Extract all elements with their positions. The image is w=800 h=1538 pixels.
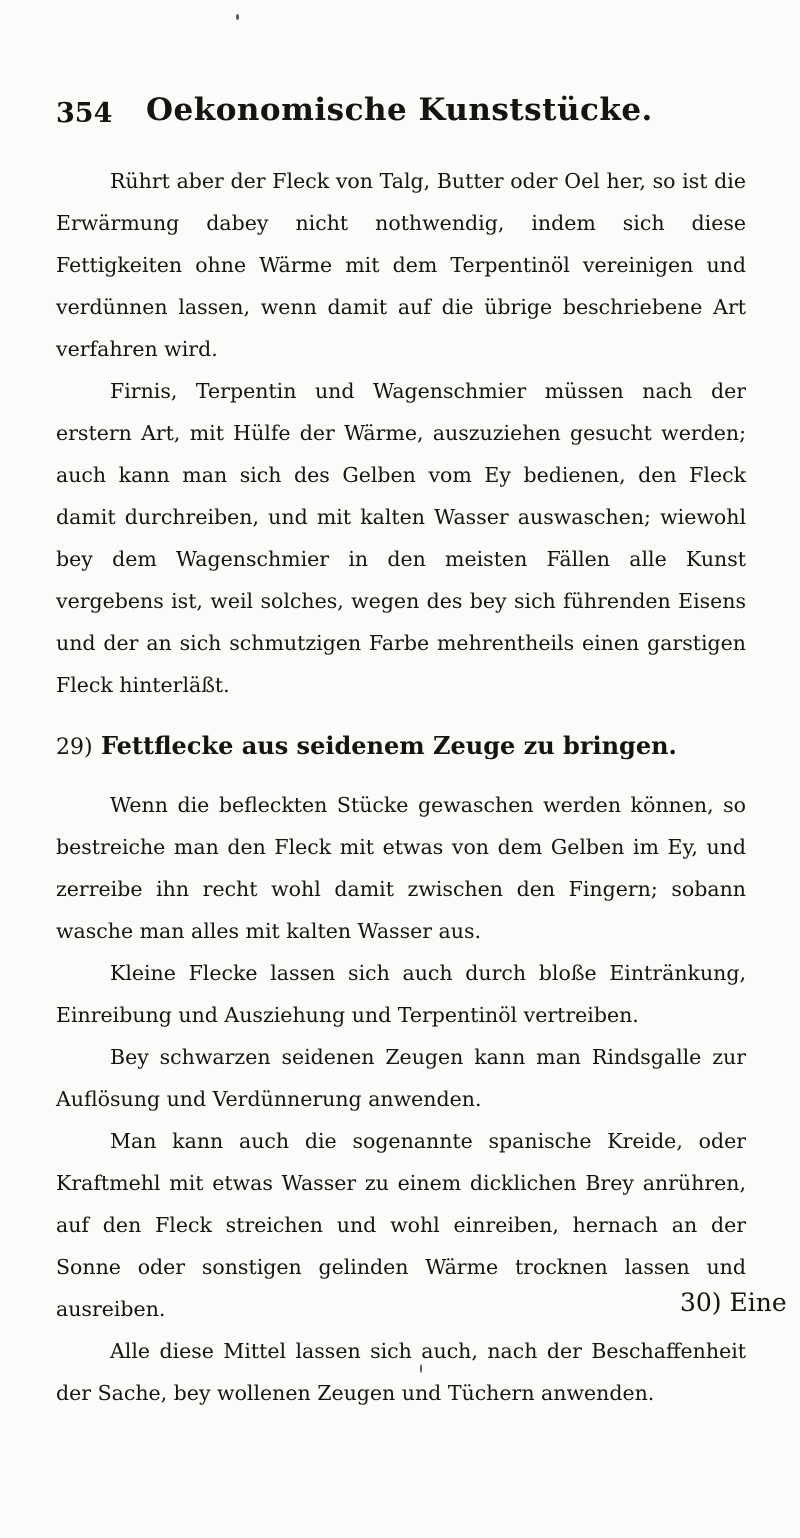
paragraph-spanish-chalk: Man kann auch die sogenannte spanische Kreide, oder Kraftmehl mit etwas Wasser zu einem dicklichen Brey anrühren, auf den Fleck streichen und wohl einreiben, hernach an der Sonne oder sonstigen gelinden Wärme trocknen lassen und ausreiben.: [56, 1129, 746, 1321]
section-heading: [56, 728, 746, 766]
section-number: 29): [56, 735, 93, 760]
body-text: [56, 160, 746, 1414]
paragraph-ox-gall: Bey schwarzen seidenen Zeugen kann man Rindsgalle zur Auflösung und Verdünnerung anwenden.: [56, 1045, 746, 1111]
catchword: 30) Eine: [680, 1288, 787, 1317]
paragraph-small-stains: Kleine Flecke lassen sich auch durch bloße Eintränkung, Einreibung und Ausziehung und Terpentinöl vertreiben.: [56, 961, 746, 1027]
ink-speck: [236, 14, 239, 20]
page-number: 354: [56, 98, 113, 129]
paragraph-woolen: Alle diese Mittel lassen sich auch, nach der Beschaffenheit der Sache, bey wollenen Zeugen und Tüchern anwenden.: [56, 1339, 746, 1405]
paragraph-egg-yolk: Wenn die befleckten Stücke gewaschen werden können, so bestreiche man den Fleck mit etwas von dem Gelben im Ey, und zerreibe ihn recht wohl damit zwischen den Fingern; sobann wasche man alles mit kalten Wasser aus.: [56, 793, 746, 943]
section-title: Fettflecke aus seidenem Zeuge zu bringen.: [100, 731, 677, 760]
page-header: [56, 92, 696, 132]
paragraph-varnish-stains: Firnis, Terpentin und Wagenschmier müssen nach der erstern Art, mit Hülfe der Wärme, auszuziehen gesucht werden; auch kann man sich des Gelben vom Ey bedienen, den Fleck damit durchreiben, und mit kalten Wasser auswaschen; wiewohl bey dem Wagenschmier in den meisten Fällen alle Kunst vergebens ist, weil solches, wegen des bey sich führenden Eisens und der an sich schmutzigen Farbe mehrentheils einen garstigen Fleck hinterläßt.: [56, 379, 746, 697]
paragraph-fat-stains: Rührt aber der Fleck von Talg, Butter oder Oel her, so ist die Erwärmung dabey nicht nothwendig, indem sich diese Fettigkeiten ohne Wärme mit dem Terpentinöl vereinigen und verdünnen lassen, wenn damit auf die übrige beschriebene Art verfahren wird.: [56, 169, 746, 361]
running-title: Oekonomische Kunststücke.: [146, 92, 653, 128]
ink-speck: [420, 1364, 422, 1373]
